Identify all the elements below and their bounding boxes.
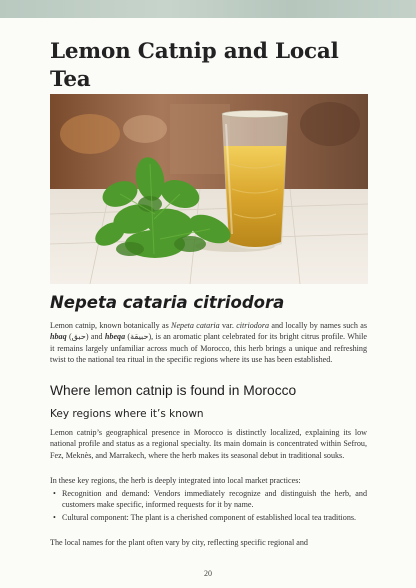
text-run: and locally by names such as — [269, 321, 367, 330]
subsection-heading: Key regions where it’s known — [50, 408, 204, 420]
text-run: (حبيقة), is an aromatic plant celebrated for its bright citrus profile. While it remains largely unfamiliar across much of Morocco, this herb brings a unique and refreshing twist to the national tea ritual in the specific regions where its use has been established. — [50, 332, 368, 365]
intro-paragraph — [50, 320, 367, 366]
section-heading: Where lemon catnip is found in Morocco — [50, 383, 297, 398]
list-item — [50, 512, 367, 523]
bold-italic-run: hbeqa — [104, 332, 126, 342]
italic-run: citriodora — [236, 321, 270, 330]
regions-paragraph: Lemon catnip’s geographical presence in Morocco is distinctly localized, explaining its low national profile and status as a regional specialty. Its main domain is concentrated within Sefrou, Fez, Meknès, and Marrakech, where the herb makes its seasonal debut in traditional souks. — [50, 428, 367, 460]
italic-run: Nepeta cataria — [171, 321, 220, 330]
top-decorative-band — [0, 0, 416, 18]
bullet-marker: • — [53, 512, 56, 522]
page-title: Lemon Catnip and Local Tea — [50, 39, 339, 92]
bold-italic-run: hbaq — [50, 332, 67, 342]
tea-and-catnip-photo — [50, 94, 368, 284]
list-item — [50, 488, 367, 511]
list-item-text: Cultural component: The plant is a cherished component of established local tea traditions. — [62, 512, 357, 522]
text-run: (حبق) and — [66, 332, 105, 342]
tail-paragraph: The local names for the plant often vary by city, reflecting specific regional and — [50, 538, 308, 547]
species-heading: Nepeta cataria citriodora — [50, 293, 285, 312]
text-run: var. — [219, 321, 237, 330]
page-number: 20 — [204, 569, 212, 578]
bullet-marker: • — [53, 489, 56, 498]
hero-image — [50, 94, 368, 284]
lead-paragraph: In these key regions, the herb is deeply integrated into local market practices: — [50, 476, 301, 485]
list-item-text: Recognition and demand: Vendors immediately recognize and distinguish the herb, and customers make specific, informed requests for it by name. — [62, 489, 367, 510]
bullet-list — [50, 488, 367, 524]
text-run: Lemon catnip, known botanically as — [50, 321, 172, 330]
